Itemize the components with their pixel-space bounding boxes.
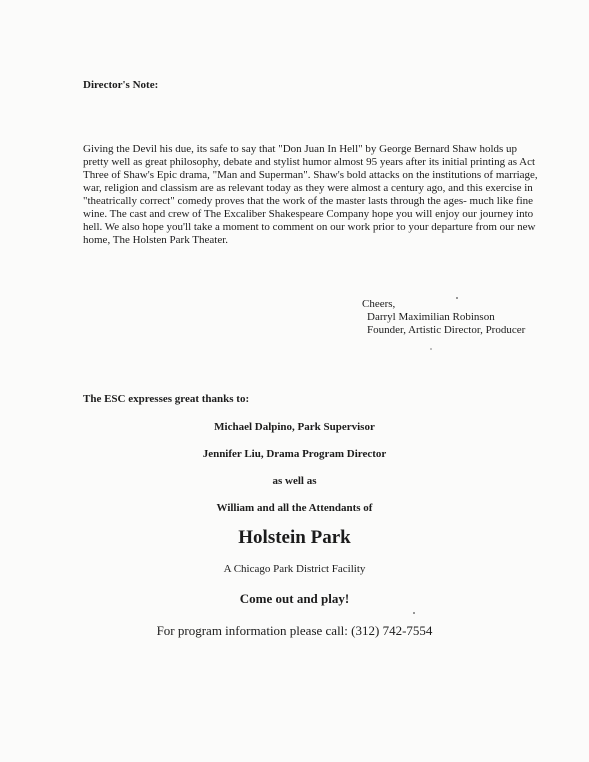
signoff-title: Founder, Artistic Director, Producer [367, 324, 526, 336]
directors-note-paragraph: Giving the Devil his due, its safe to say that "Don Juan In Hell" by George Bernard Shaw holds up pretty well as great philosophy, debate and stylist humor almost 95 years after its initial printing as Act Three of Shaw's Epic drama, "Man and Superman". Shaw's bold attacks on the institutions of marriage, war, religion and classism are as relevant today as they were almost a century ago, and this exercise in "theatrically correct" comedy proves that the work of the master lasts through the ages- much like fine wine. The cast and crew of The Excaliber Shakespeare Company hope you will enjoy our journey into hell. We also hope you'll take a moment to comment on our work prior to your departure from our new home, The Holsten Park Theater. [83, 143, 538, 246]
venue-subtitle: A Chicago Park District Facility [223, 563, 366, 575]
program-phone-line: For program information please call: (312) 742-7554 [156, 623, 433, 638]
venue-name: Holstein Park [238, 527, 351, 548]
thanks-heading: The ESC expresses great thanks to: [83, 393, 250, 405]
thanks-attendants: William and all the Attendants of [216, 502, 373, 514]
signoff-name: Darryl Maximilian Robinson [367, 311, 495, 323]
scan-speck [413, 612, 415, 614]
signoff-salutation: Cheers, [362, 298, 396, 310]
scan-speck [456, 297, 458, 299]
scan-speck [430, 348, 432, 350]
signoff-block [362, 298, 525, 337]
venue-tagline: Come out and play! [239, 591, 350, 606]
thanks-as-well-as: as well as [272, 475, 317, 487]
directors-note-heading: Director's Note: [83, 79, 159, 91]
directors-note-body [83, 143, 538, 247]
thanks-person-supervisor: Michael Dalpino, Park Supervisor [214, 421, 375, 433]
thanks-person-director: Jennifer Liu, Drama Program Director [202, 448, 387, 460]
